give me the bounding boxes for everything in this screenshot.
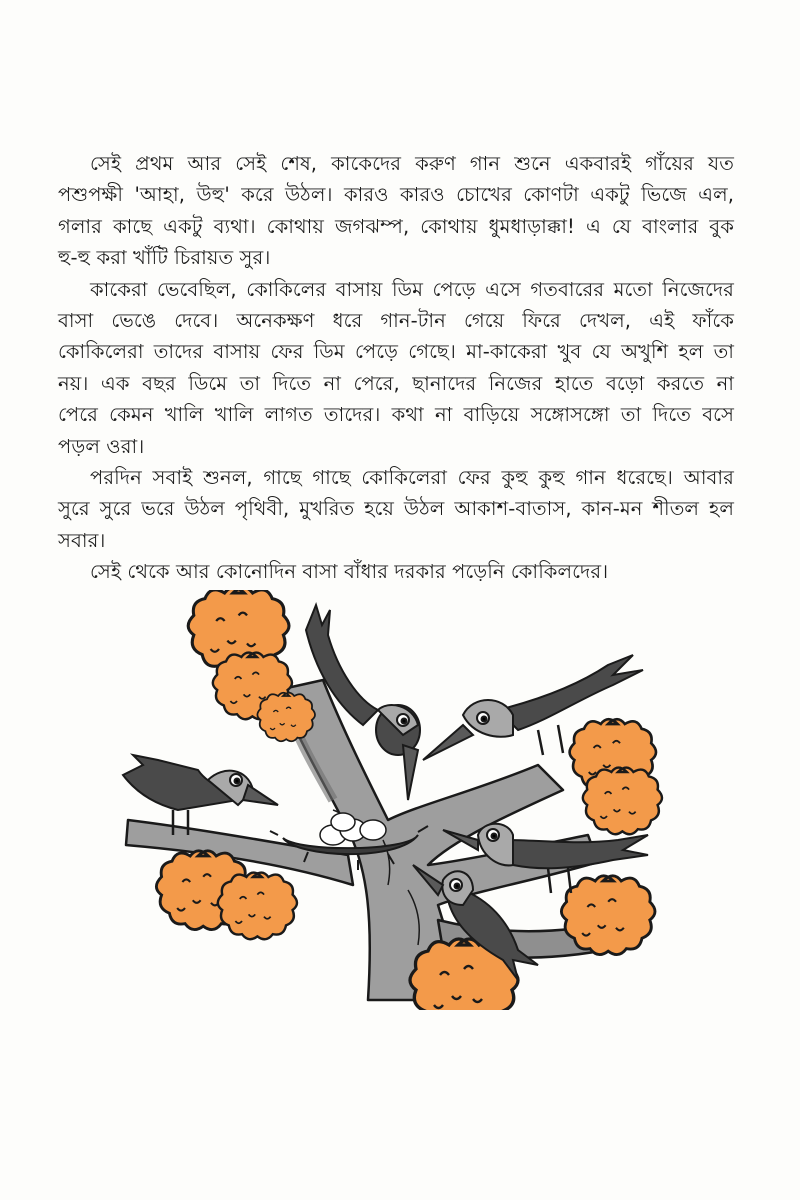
text-line: সুরে সুরে ভরে উঠল পৃথিবী, মুখরিত হয়ে উঠল আকাশ-বাতাস, কান-মন শীতল হল (58, 497, 734, 521)
text-line: পড়ল ওরা। (58, 434, 145, 458)
text-line: বাসা ভেঙে দেবে। অনেকক্ষণ ধরে গান-টান গেয়ে ফিরে দেখল, এই ফাঁকে (58, 308, 734, 332)
text-line: কোকিলেরা তাদের বাসায় ফের ডিম পেড়ে গেছে। মা-কাকেরা খুব যে অখুশি হল তা (58, 340, 734, 364)
text-line: হু-হু করা খাঁটি চিরায়ত সুর। (58, 246, 271, 270)
paragraph-2 (58, 274, 734, 462)
text-line: সেই প্রথম আর সেই শেষ, কাকেদের করুণ গান শুনে একবারই গাঁয়ের যত (90, 152, 734, 175)
crows-tree-illustration (118, 590, 678, 1010)
text-line: পশুপক্ষী 'আহা, উহু' করে উঠল। কারও কারও চোখের কোণটা একটু ভিজে এল, (58, 183, 734, 207)
tree-drawing (118, 590, 678, 1010)
text-line: গলার কাছে একটু ব্যথা। কোথায় জগঝম্প, কোথায় ধুমধাড়াক্কা! এ যে বাংলার বুক (58, 214, 734, 238)
text-line: নয়। এক বছর ডিমে তা দিতে না পেরে, ছানাদের নিজের হাতে বড়ো করতে না (58, 371, 734, 395)
paragraph-4 (58, 556, 734, 587)
text-line: পেরে কেমন খালি খালি লাগত তাদের। কথা না বাড়িয়ে সঙ্গোসঙ্গো তা দিতে বসে (58, 403, 734, 427)
text-line: পরদিন সবাই শুনল, গাছে গাছে কোকিলেরা ফের কুহু কুহু গান ধরেছে। আবার (90, 465, 734, 489)
story-text (58, 148, 734, 587)
text-line: সেই থেকে আর কোনোদিন বাসা বাঁধার দরকার পড়েনি কোকিলদের। (90, 560, 609, 584)
paragraph-3 (58, 462, 734, 556)
paragraph-1 (58, 148, 734, 274)
text-line: সবার। (58, 528, 106, 552)
text-line: কাকেরা ভেবেছিল, কোকিলের বাসায় ডিম পেড়ে এসে গতবারের মতো নিজেদের (90, 277, 734, 301)
